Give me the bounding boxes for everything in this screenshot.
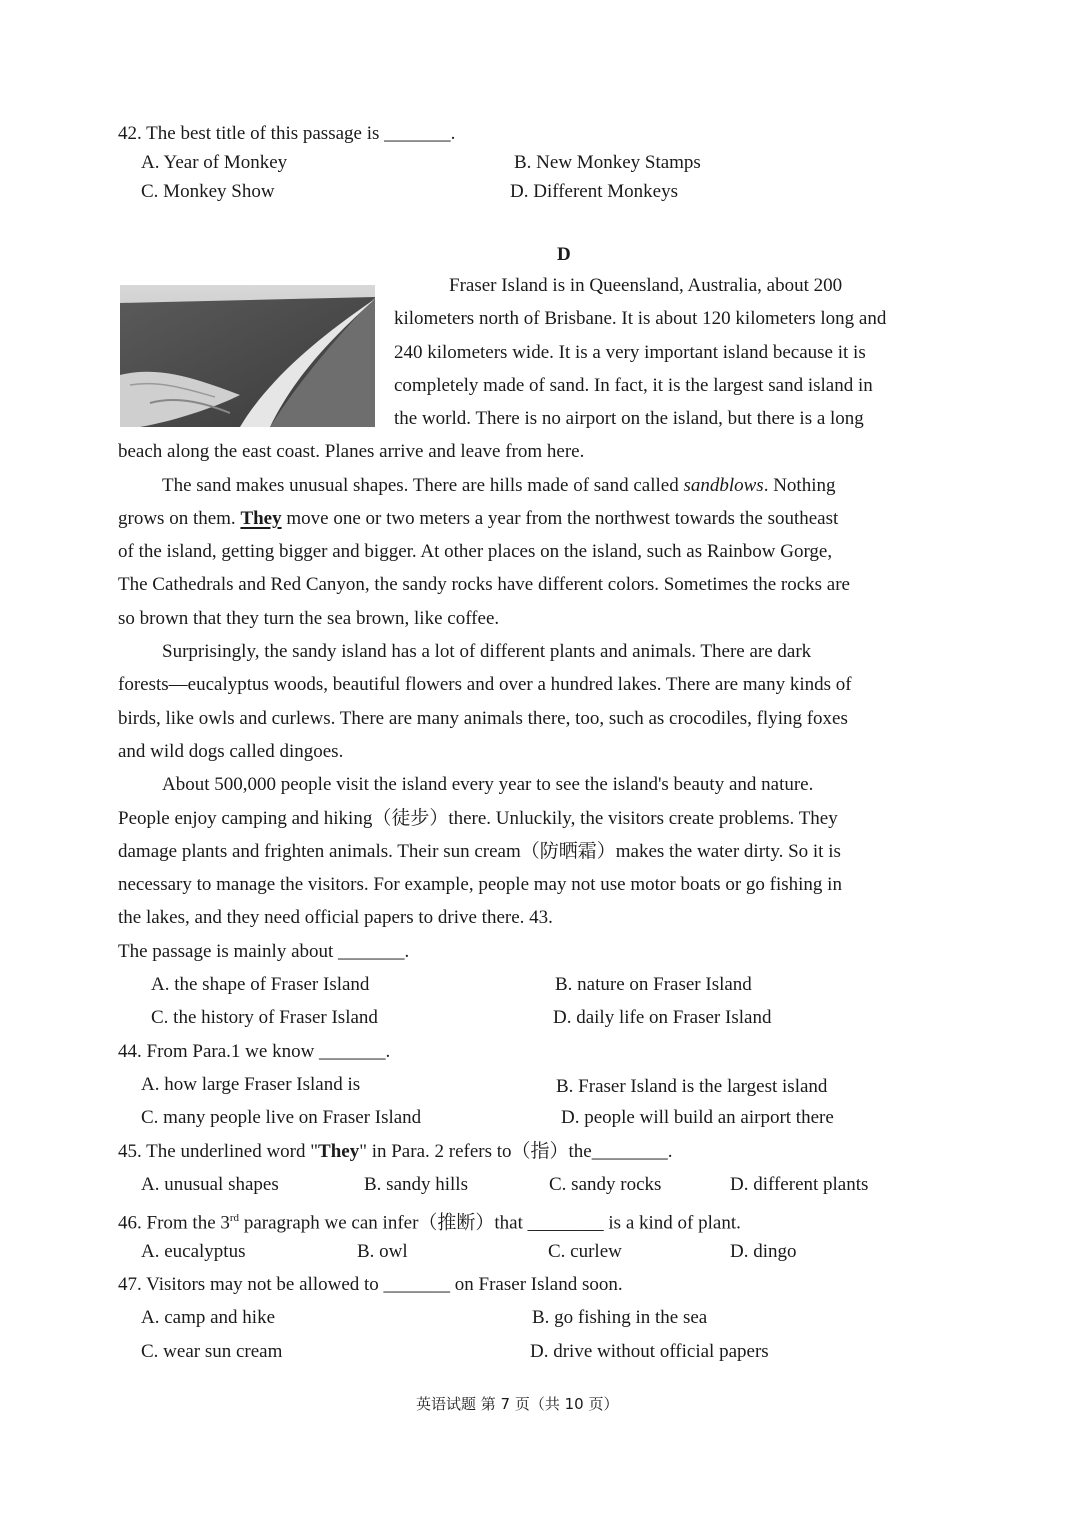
q44-option-d: D. people will build an airport there <box>561 1107 834 1128</box>
q44-stem: 44. From Para.1 we know _______. <box>118 1041 391 1062</box>
q46-option-c: C. curlew <box>548 1241 622 1262</box>
q42-stem: 42. The best title of this passage is _______. <box>118 123 456 144</box>
p1-line-6: beach along the east coast. Planes arrive and leave from here. <box>118 441 585 462</box>
p4-line-2: People enjoy camping and hiking（徒步）there. Unluckily, the visitors create problems. They <box>118 808 838 829</box>
q46-stem: 46. From the 3rd paragraph we can infer（推断）that ________ is a kind of plant. <box>118 1212 741 1234</box>
p2-line-4: The Cathedrals and Red Canyon, the sandy rocks have different colors. Sometimes the rocks are <box>118 574 850 595</box>
q46-option-d: D. dingo <box>730 1241 797 1262</box>
q42-option-b: B. New Monkey Stamps <box>514 152 701 173</box>
p1-line-2: kilometers north of Brisbane. It is about 120 kilometers long and <box>394 308 887 329</box>
q42-option-c: C. Monkey Show <box>141 181 275 202</box>
q44-option-a: A. how large Fraser Island is <box>141 1074 361 1095</box>
q47-option-c: C. wear sun cream <box>141 1341 283 1362</box>
q45-option-c: C. sandy rocks <box>549 1174 662 1195</box>
q45-option-b: B. sandy hills <box>364 1174 468 1195</box>
p2-line-1: The sand makes unusual shapes. There are hills made of sand called sandblows. Nothing <box>162 475 836 496</box>
q42-option-d: D. Different Monkeys <box>510 181 678 202</box>
p1-line-3: 240 kilometers wide. It is a very important island because it is <box>394 342 866 363</box>
q43-option-a: A. the shape of Fraser Island <box>151 974 370 995</box>
q46-option-a: A. eucalyptus <box>141 1241 246 1262</box>
p3-line-2: forests—eucalyptus woods, beautiful flowers and over a hundred lakes. There are many kinds of <box>118 674 852 695</box>
q47-option-b: B. go fishing in the sea <box>532 1307 708 1328</box>
p2-line-5: so brown that they turn the sea brown, like coffee. <box>118 608 500 629</box>
q46-option-b: B. owl <box>357 1241 408 1262</box>
p4-line-4: necessary to manage the visitors. For example, people may not use motor boats or go fishing in <box>118 874 842 895</box>
page-footer: 英语试题 第 7 页（共 10 页） <box>416 1395 619 1413</box>
section-heading: D <box>557 244 571 265</box>
q47-stem: 47. Visitors may not be allowed to _______ on Fraser Island soon. <box>118 1274 623 1295</box>
term-sandblows: sandblows <box>683 475 764 496</box>
p2-line-2: grows on them. They move one or two meters a year from the northwest towards the southeast <box>118 508 839 529</box>
q43-option-b: B. nature on Fraser Island <box>555 974 752 995</box>
p4-line-1: About 500,000 people visit the island every year to see the island's beauty and nature. <box>162 774 814 795</box>
p1-line-1: Fraser Island is in Queensland, Australia, about 200 <box>449 275 843 296</box>
q43-stem: The passage is mainly about _______. <box>118 941 410 962</box>
p3-line-3: birds, like owls and curlews. There are many animals there, too, such as crocodiles, flying foxes <box>118 708 848 729</box>
q45-option-d: D. different plants <box>730 1174 869 1195</box>
p1-line-4: completely made of sand. In fact, it is the largest sand island in <box>394 375 873 396</box>
p4-line-3: damage plants and frighten animals. Their sun cream（防晒霜）makes the water dirty. So it is <box>118 841 841 862</box>
p1-line-5: the world. There is no airport on the island, but there is a long <box>394 408 864 429</box>
p2-line-3: of the island, getting bigger and bigger. At other places on the island, such as Rainbow Gorge, <box>118 541 833 562</box>
q45-stem: 45. The underlined word "They" in Para. 2 refers to（指）the________. <box>118 1141 673 1162</box>
q43-option-c: C. the history of Fraser Island <box>151 1007 378 1028</box>
q47-option-d: D. drive without official papers <box>530 1341 769 1362</box>
q42-option-a: A. Year of Monkey <box>141 152 288 173</box>
q45-option-a: A. unusual shapes <box>141 1174 279 1195</box>
p4-line-5: the lakes, and they need official papers to drive there. 43. <box>118 907 553 928</box>
q44-option-c: C. many people live on Fraser Island <box>141 1107 422 1128</box>
q44-option-b: B. Fraser Island is the largest island <box>556 1076 828 1097</box>
p3-line-1: Surprisingly, the sandy island has a lot of different plants and animals. There are dark <box>162 641 812 662</box>
q43-option-d: D. daily life on Fraser Island <box>553 1007 772 1028</box>
q47-option-a: A. camp and hike <box>141 1307 276 1328</box>
p3-line-4: and wild dogs called dingoes. <box>118 741 344 762</box>
underlined-word-they: They <box>240 508 282 529</box>
fraser-island-photo <box>120 285 375 427</box>
